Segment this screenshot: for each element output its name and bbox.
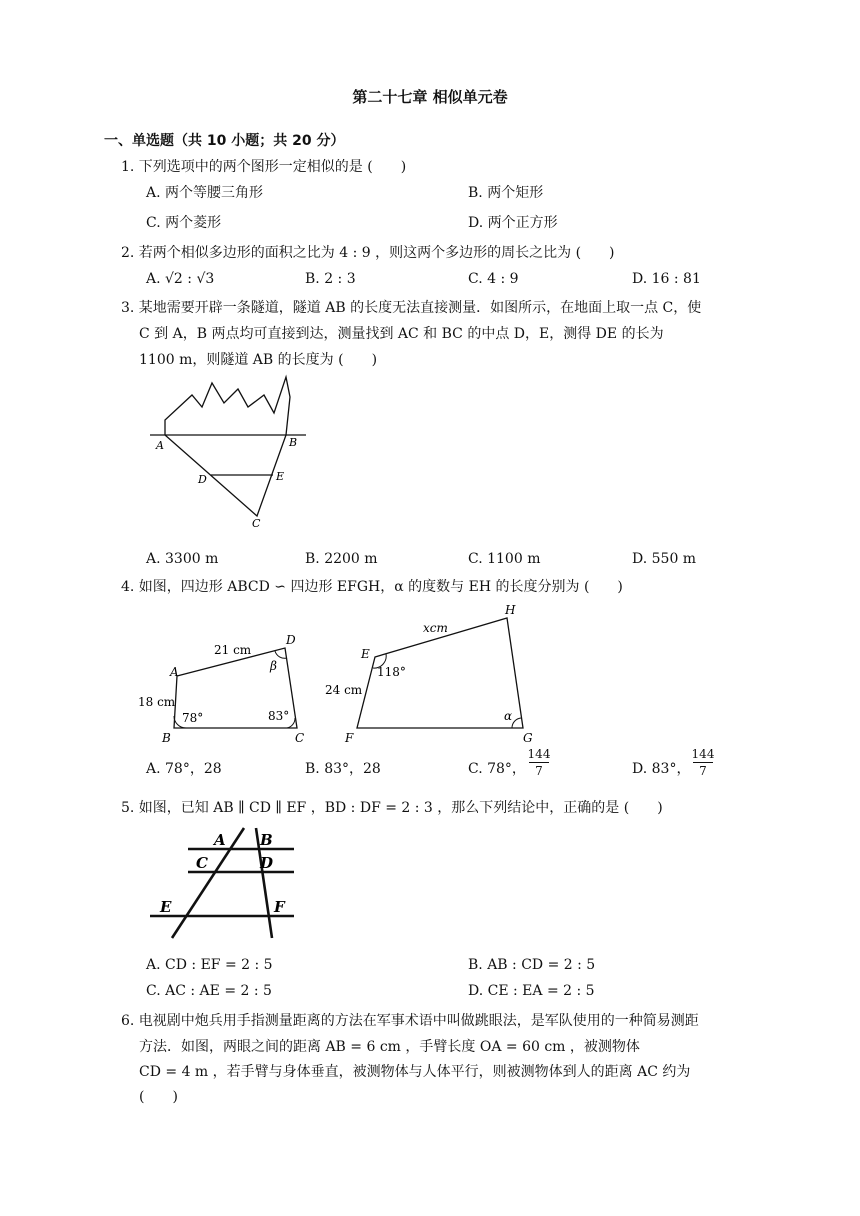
fraction-numerator: 144 xyxy=(691,747,715,761)
q4-label-e: E xyxy=(361,647,370,661)
q5-label-a: A xyxy=(214,831,226,849)
q1-option-a[interactable]: A. 两个等腰三角形 xyxy=(146,185,264,201)
q5-label-d: D xyxy=(260,854,274,872)
q2-stem: 2. 若两个相似多边形的面积之比为 4 : 9 ，则这两个多边形的周长之比为 ( ) xyxy=(121,245,615,261)
q5-option-c[interactable]: C. AC : AE = 2 : 5 xyxy=(146,983,272,999)
q4-option-c-fraction xyxy=(527,747,551,778)
q4-option-c[interactable]: C. 78°， xyxy=(468,761,526,777)
fraction-bar xyxy=(529,762,549,763)
q4-label-f: F xyxy=(345,731,354,745)
q3-label-a: A xyxy=(156,439,164,452)
q3-option-b[interactable]: B. 2200 m xyxy=(305,551,378,567)
q4-side-ad: 21 cm xyxy=(214,643,252,657)
q4-angle-alpha: α xyxy=(504,709,513,723)
q5-stem: 5. 如图，已知 AB ∥ CD ∥ EF ，BD : DF = 2 : 3 ，那么下列结论中，正确的是 ( ) xyxy=(121,800,663,816)
q3-label-c: C xyxy=(252,517,261,530)
q4-side-ab: 18 cm xyxy=(138,695,176,709)
q3-label-d: D xyxy=(198,473,207,486)
q6-stem-line1: 6. 电视剧中炮兵用手指测量距离的方法在军事术语中叫做跳眼法，是军队使用的一种简易测距 xyxy=(121,1013,699,1029)
q4-quadrilateral-abcd xyxy=(130,630,330,750)
q4-option-d-fraction xyxy=(691,747,715,778)
q6-stem-line2: 方法．如图，两眼之间的距离 AB = 6 cm ，手臂长度 OA = 60 cm ，被测物体 xyxy=(139,1039,640,1055)
q6-stem-line4: ( ) xyxy=(139,1089,178,1105)
q6-stem-line3: CD = 4 m ，若手臂与身体垂直，被测物体与人体平行，则被测物体到人的距离 AC 约为 xyxy=(139,1064,691,1080)
q5-label-e: E xyxy=(160,898,172,916)
q4-angle-b: 78° xyxy=(182,711,204,725)
q3-stem-line2: C 到 A，B 两点均可直接到达，测量找到 AC 和 BC 的中点 D，E，测得 DE 的长为 xyxy=(139,326,664,342)
section-heading: 一、单选题（共 10 小题；共 20 分） xyxy=(104,133,345,149)
q4-option-a[interactable]: A. 78°，28 xyxy=(146,761,222,777)
fraction-denominator: 7 xyxy=(699,764,707,778)
q1-option-d[interactable]: D. 两个正方形 xyxy=(468,215,558,231)
q5-parallel-lines-figure xyxy=(148,828,303,943)
q5-label-c: C xyxy=(196,854,208,872)
q1-stem: 1. 下列选项中的两个图形一定相似的是 ( ) xyxy=(121,159,407,175)
fraction-numerator: 144 xyxy=(527,747,551,761)
q4-option-b[interactable]: B. 83°，28 xyxy=(305,761,381,777)
q4-angle-c: 83° xyxy=(268,709,290,723)
q4-label-c: C xyxy=(295,731,305,745)
page-title: 第二十七章 相似单元卷 xyxy=(352,88,508,106)
q5-option-d[interactable]: D. CE : EA = 2 : 5 xyxy=(468,983,595,999)
fraction-bar xyxy=(693,762,713,763)
q1-option-c[interactable]: C. 两个菱形 xyxy=(146,215,222,231)
q3-stem-line1: 3. 某地需要开辟一条隧道，隧道 AB 的长度无法直接测量．如图所示，在地面上取一点 C，使 xyxy=(121,300,702,316)
q4-label-d: D xyxy=(286,633,296,647)
q3-label-e: E xyxy=(276,470,285,483)
q5-label-f: F xyxy=(274,898,285,916)
q5-option-b[interactable]: B. AB : CD = 2 : 5 xyxy=(468,957,596,973)
q4-label-b: B xyxy=(162,731,171,745)
q3-tunnel-figure xyxy=(140,375,320,535)
q5-option-a[interactable]: A. CD : EF = 2 : 5 xyxy=(146,957,273,973)
q2-option-d[interactable]: D. 16 : 81 xyxy=(632,271,701,287)
q4-angle-beta: β xyxy=(270,659,277,673)
q2-option-c[interactable]: C. 4 : 9 xyxy=(468,271,519,287)
q4-option-d[interactable]: D. 83°， xyxy=(632,761,691,777)
q2-option-b[interactable]: B. 2 : 3 xyxy=(305,271,356,287)
q4-side-eh: xcm xyxy=(423,621,448,635)
q1-option-b[interactable]: B. 两个矩形 xyxy=(468,185,544,201)
fraction-denominator: 7 xyxy=(535,764,543,778)
q4-angle-e: 118° xyxy=(377,665,406,679)
q4-stem: 4. 如图，四边形 ABCD ∽ 四边形 EFGH，α 的度数与 EH 的长度分别为 ( ) xyxy=(121,579,623,595)
q4-label-g: G xyxy=(523,731,533,745)
q4-label-a: A xyxy=(170,665,179,679)
q3-option-d[interactable]: D. 550 m xyxy=(632,551,697,567)
q4-label-h: H xyxy=(505,603,516,617)
q3-option-c[interactable]: C. 1100 m xyxy=(468,551,541,567)
q4-side-ef: 24 cm xyxy=(325,683,363,697)
q2-option-a[interactable]: A. √2 : √3 xyxy=(146,271,215,287)
q5-label-b: B xyxy=(260,831,273,849)
q3-label-b: B xyxy=(289,436,298,449)
q3-stem-line3: 1100 m，则隧道 AB 的长度为 ( ) xyxy=(139,352,378,368)
q4-quadrilateral-efgh xyxy=(315,600,555,750)
q3-option-a[interactable]: A. 3300 m xyxy=(146,551,219,567)
